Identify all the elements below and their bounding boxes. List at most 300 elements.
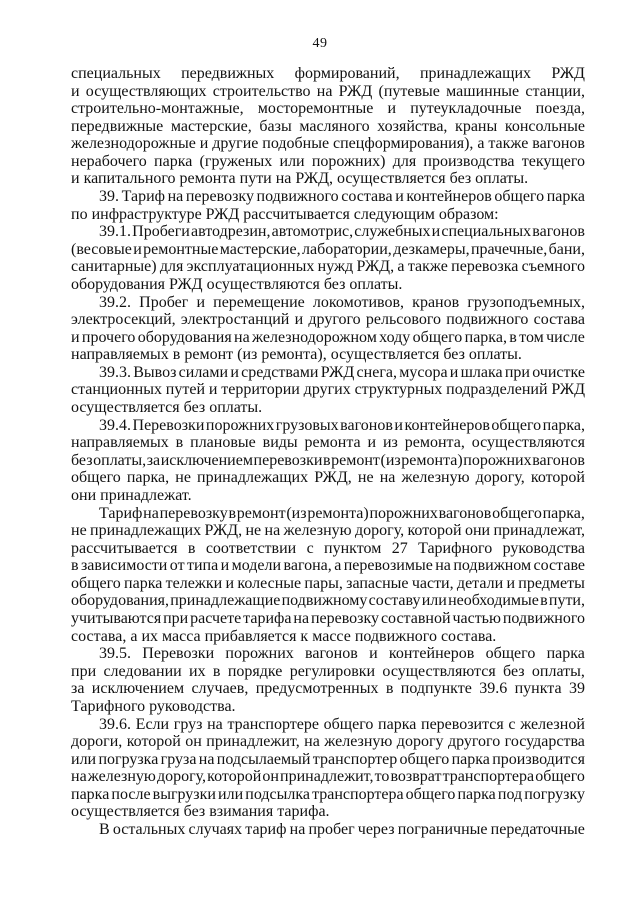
word: производства [423,153,515,170]
word: которой [207,768,262,785]
word: необходимые [448,592,539,609]
word: лаборатории, [301,241,392,258]
word: соответствии [205,540,297,557]
word: производится [492,751,585,768]
text-line [99,717,585,733]
word: груз [173,716,203,733]
word: вагонов [532,223,585,240]
word: мастерские, [219,241,301,258]
text-line: осуществляется без оплаты. [71,399,263,416]
word: силами [178,364,229,381]
text-line [99,189,585,205]
word: ремонт [236,505,286,522]
word: или [279,153,305,170]
word: запасные [346,575,409,592]
word: автодрезин, [191,223,271,240]
word: через [357,821,395,838]
word: РЖД [551,381,585,398]
word: и [220,557,230,574]
text-line: и капитального ремонта пути на РЖД, осуществляется без оплаты. [71,170,529,187]
word: при [504,364,530,381]
word: в [175,434,184,451]
word: которой [407,522,462,539]
word: транспортера [442,768,535,785]
word: рассчитывается [71,540,178,557]
word: не [71,522,87,539]
text-line [71,259,585,275]
word: РЖД, [314,469,352,486]
word: кранов [412,294,460,311]
word: мастерские, [170,118,252,135]
word: на [289,821,306,838]
word: на [435,557,451,574]
word: оплаты, [531,663,585,680]
word: грузоподъемных, [467,294,585,311]
word: состава [533,311,585,328]
word: формирований, [294,65,400,82]
text-line [99,295,585,311]
word: парка, [464,329,507,346]
word: в [212,663,221,680]
text-line [71,787,585,803]
text-line [71,242,585,258]
word: с [508,716,516,733]
word: после [111,786,151,803]
word: рельсового [365,311,441,328]
word: а [397,258,405,275]
word: выгрузки [152,786,216,803]
word: в [385,680,394,697]
word: спецформирования), [333,135,474,152]
word: в [509,329,517,346]
word: не [175,469,191,486]
word: дорогу, [475,469,525,486]
word: других [303,381,351,398]
word: а [334,557,342,574]
word: пути, [548,592,585,609]
text-line: они принадлежат. [71,487,192,504]
word: исключением [91,680,185,697]
word: для [159,258,184,275]
word: вагона, [283,557,332,574]
word: остальных [112,821,186,838]
word: он [262,768,279,785]
word: Если [135,716,170,733]
word: порожних [369,505,438,522]
word: за [146,452,161,469]
word: с [306,540,314,557]
text-line [71,84,585,100]
word: в [187,540,196,557]
text-line [71,435,585,451]
word: перевозку [310,610,380,627]
word: электросекций, [71,311,176,328]
word: пункта [514,680,562,697]
word: 39. [99,188,119,205]
word: предусмотренных [255,680,379,697]
word: груза [160,751,197,768]
word: дорогу, [156,768,207,785]
word: не [357,469,374,486]
word: и [367,434,377,451]
word: перевозку [185,188,254,205]
word: парка [457,786,496,803]
word: нерабочего [71,153,147,170]
word: 39.6 [479,680,508,697]
word: подвижного [256,188,339,205]
word: путей [165,381,206,398]
word: Вывоз [133,364,177,381]
text-line [71,154,585,170]
word: зависимости [80,557,168,574]
word: принадлежит, [280,768,374,785]
word: и [394,417,403,434]
text-line [99,224,585,240]
word: направляемых [71,434,169,451]
word: составной [380,610,451,627]
word: РЖД, [356,258,395,275]
word: порожних [463,452,532,469]
word: (из [286,505,307,522]
page-number: 49 [312,36,328,51]
word: ремонта [304,434,361,451]
word: тарифа [243,610,292,627]
word: и [369,645,378,662]
word: или [218,786,244,803]
word: мусора [399,364,448,381]
word: шлака [460,364,503,381]
word: Перевозки [132,417,205,434]
word: РЖД, [204,522,243,539]
word: железную [401,469,470,486]
word: краны [455,118,498,135]
word: нужд [317,258,354,275]
word: оплаты, [93,452,147,469]
word: том [519,329,544,346]
word: он [185,733,202,750]
text-line [71,453,585,469]
word: подвижном [453,557,532,574]
word: вагонов [438,505,492,522]
word: типа [187,557,219,574]
word: (груженых [199,153,273,170]
word: следовании [103,663,182,680]
word: на [71,768,87,785]
word: и [431,223,441,240]
text-line [99,418,585,434]
word: порядке [227,663,283,680]
word: оборудования, [71,592,169,609]
word: осуществляются [471,434,585,451]
word: транспортера [312,786,404,803]
word: передаточные [490,821,585,838]
word: которой [126,733,181,750]
word: РЖД [338,83,373,100]
word: перемещение [213,294,305,311]
word: состава [341,188,393,205]
word: подпункте [400,680,472,697]
word: и [199,135,209,152]
word: общего [535,768,585,785]
word: транспортере [227,716,319,733]
word: дезкамеры, [393,241,470,258]
word: железную [87,768,156,785]
word: из [382,434,398,451]
word: ремонта, [404,434,465,451]
word: и [230,364,239,381]
word: эксплуатационных [186,258,315,275]
word: 39 [568,680,585,697]
word: контейнеров [406,188,492,205]
word: Пробеги [132,223,190,240]
word: учитываются [71,610,162,627]
word: парка [451,751,490,768]
word: и [294,311,304,328]
word: в [540,592,548,609]
text-line [71,330,585,346]
text-line [71,312,585,328]
word: на [304,733,320,750]
word: контейнеров [388,645,475,662]
word: ремонт [331,452,380,469]
word: парка [546,645,585,662]
word: контейнеров [404,417,490,434]
text-line [71,66,585,82]
word: порожних [205,417,275,434]
word: осуществляющих [85,83,207,100]
word: ремонтные [143,241,219,258]
word: структурных [354,381,443,398]
word: передвижных [181,65,275,82]
word: для [392,153,417,170]
word: съемного [521,258,585,275]
word: парка [546,188,585,205]
word: масляного [299,118,370,135]
word: на [143,505,159,522]
word: тариф [245,821,287,838]
word: 39.5. [99,645,131,662]
word: текущего [521,153,585,170]
word: случаях [188,821,243,838]
word: порожних) [311,153,386,170]
word: в [322,452,331,469]
text-line: по инфраструктуре РЖД рассчитывается следующим образом: [71,206,499,223]
word: железную [324,733,393,750]
word: принадлежащих [197,469,309,486]
word: В [99,821,110,838]
word: общего [494,188,545,205]
word: а [477,135,485,152]
word: не [245,522,262,539]
word: другого [447,733,501,750]
word: или [421,592,447,609]
text-line [71,136,585,152]
text-line: направляемых в ремонт (из ремонта), осуществляется без оплаты. [71,346,522,363]
word: модели [231,557,282,574]
word: принадлежат, [493,522,585,539]
text-line [71,611,585,627]
word: перевозка [451,258,519,275]
word: станции, [525,83,585,100]
word: очистке [532,364,585,381]
word: железной [520,716,585,733]
word: вагонов [340,417,393,434]
word: порожних [225,645,294,662]
word: транспортер [312,751,398,768]
word: и [133,241,142,258]
word: грузовых [275,417,339,434]
word: 39.2. [99,294,131,311]
word: дороги, [71,733,123,750]
word: вагонов [305,645,358,662]
word: за [71,680,85,697]
word: подразделений [446,381,548,398]
word: снега, [356,364,397,381]
word: также [488,135,529,152]
word: плановые [190,434,256,451]
word: РЖД [551,65,585,82]
text-line [99,646,585,662]
word: общего [485,645,536,662]
word: другого [308,311,361,328]
word: строительство [212,83,311,100]
word: на [207,716,223,733]
word: при [71,663,97,680]
word: без [71,452,93,469]
word: частью [452,610,501,627]
text-line [99,822,585,838]
word: на [316,83,333,100]
word: и [395,188,404,205]
word: руководства [502,540,585,557]
word: парка [378,716,417,733]
word: принадлежит, [206,733,300,750]
text-line [71,558,585,574]
word: виды [262,434,298,451]
word: 39.3. [99,364,131,381]
word: общего [491,417,542,434]
word: путеукладочные [410,100,522,117]
word: РЖД [320,364,355,381]
word: автомотрис, [271,223,354,240]
word: от [169,557,185,574]
word: пунктом [324,540,382,557]
word: подсылка [245,786,310,803]
word: случаев, [191,680,249,697]
word: подобные [262,135,330,152]
word: специальных [71,65,161,82]
text-line [71,664,585,680]
word: в [228,505,237,522]
word: предметы [518,575,585,592]
word: ремонта) [401,452,463,469]
word: служебных [354,223,431,240]
word: средствами [241,364,319,381]
word: (из [380,452,401,469]
word: 39.6. [99,716,131,733]
word: Пробег [139,294,189,311]
word: принадлежащих [419,65,532,82]
word: колесные [237,575,302,592]
text-line [99,506,585,522]
word: санитарные) [71,258,157,275]
word: пробег [308,821,355,838]
word: числе [546,329,585,346]
word: парка, [542,505,585,522]
word: железнодорожном [252,329,377,346]
word: парка, [542,417,585,434]
word: общего [323,716,374,733]
word: и [71,329,80,346]
word: (весовые [71,241,132,258]
word: они [464,522,491,539]
word: при [163,610,189,627]
text-line [71,101,585,117]
word: парка [71,786,110,803]
word: мосторемонтные [257,100,374,117]
word: на [379,469,396,486]
word: государства [504,733,585,750]
word: на [198,751,215,768]
word: также [407,258,448,275]
word: Перевозки [142,645,215,662]
word: возврат [390,768,442,785]
word: и [208,381,218,398]
text-line [71,470,585,486]
word: части, [411,575,454,592]
word: детали [456,575,504,592]
word: пары, [304,575,343,592]
word: станционных [71,381,162,398]
word: перевозку [159,505,228,522]
word: и [506,575,515,592]
word: регулировки [289,663,376,680]
word: осуществляются [382,663,496,680]
word: территории [221,381,300,398]
word: локомотивов, [312,294,405,311]
word: исключением [160,452,253,469]
word: прачечные, [470,241,548,258]
text-line: осуществляется без взимания тарифа. [71,803,330,820]
word: строительно-монтажные, [71,100,244,117]
word: на [293,610,310,627]
word: и [225,575,235,592]
word: без [503,663,525,680]
word: общего [492,505,542,522]
word: железную [283,522,352,539]
word: которой [530,469,585,486]
text-line [71,734,585,750]
word: электростанций [180,311,290,328]
word: Тарифного [418,540,493,557]
text-line: состава, а их масса прибавляется к массе подвижного состава. [71,628,497,645]
word: и [196,294,205,311]
word: консольные [504,118,585,135]
word: дорогу [396,733,444,750]
text-line [71,593,585,609]
word: 27 [391,540,408,557]
word: 39.1. [99,223,131,240]
word: Тариф [121,188,165,205]
word: общего [71,575,121,592]
word: подсылаемый [216,751,311,768]
text-line [71,576,585,592]
word: принадлежащие [170,592,281,609]
word: их [189,663,206,680]
word: и [449,364,459,381]
word: общего [71,469,121,486]
word: подвижному [281,592,368,609]
